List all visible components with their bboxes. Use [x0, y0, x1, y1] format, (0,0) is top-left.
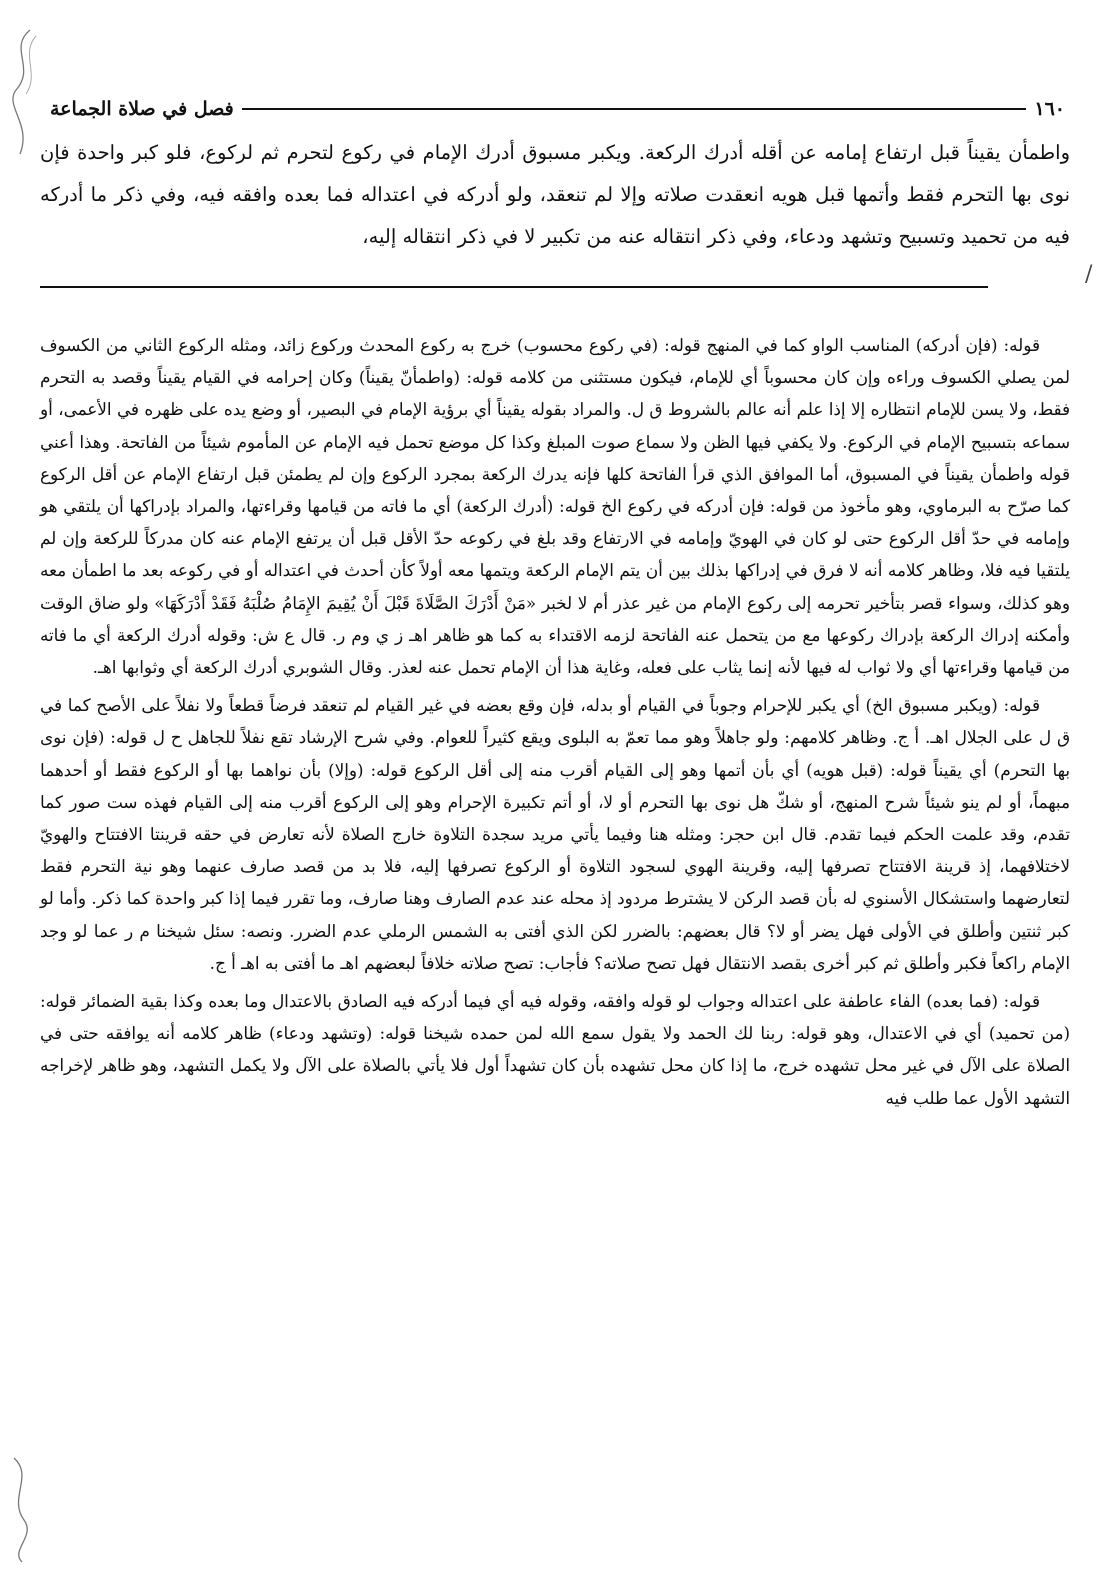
commentary-section — [40, 329, 1070, 1114]
page-binding-curl-bottom — [2, 1454, 42, 1564]
page-header — [50, 92, 1065, 126]
commentary-paragraph: قوله: (فإن أدركه) المناسب الواو كما في المنهج قوله: (في ركوع محسوب) خرج به ركوع المحدث وركوع زائد، ومثله الركوع الثاني من الكسوف لمن يصلي الكسوف وراءه وإن كان محسوباً أي للإمام، فيكون مستثنى من كلامه قوله: (واطمأنّ يقيناً) وكان إحرامه في القيام يقيناً وقصد به التحرم فقط، ولا يسن للإمام انتظاره إلا إذا علم أنه عالم بالشروط ق ل. والمراد بقوله يقيناً أي برؤية الإمام في البصير، أو وضع يده على ظهره في الأعمى، أو سماعه بتسبيح الإمام في الركوع. ولا يكفي فيها الظن ولا سماع صوت المبلغ وكذا كل موضع تحمل فيه الإمام عن المأموم شيئاً من الفاتحة. وهذا أعني قوله واطمأن يقيناً في المسبوق، أما الموافق الذي قرأ الفاتحة كلها فإنه يدرك الركعة بمجرد الركوع وإن لم يطمئن قبل ارتفاع الإمام عن أقل الركوع كما صرّح به البرماوي، وهو مأخوذ من قوله: فإن أدركه في ركوع الخ قوله: (أدرك الركعة) أي ما فاته من قيامها وقراءتها، والمراد بإدراكها أن يلتقي هو وإمامه في حدّ أقل الركوع حتى لو كان في الهويّ وإمامه في الارتفاع وقد بلغ في ركوعه حدّ الأقل قبل أن يرتفع الإمام عنه كان مدركاً للركعة وإن لم يلتقيا فيه فلا، وظاهر كلامه أنه لا فرق في إدراكها بذلك بين أن يتم الإمام الركعة ويتمها معه أولاً كأن أحدث في اعتداله أو في ركوعه بعد ما اطمأن معه وهو كذلك، وسواء قصر بتأخير تحرمه إلى ركوع الإمام من غير عذر أم لا لخبر «مَنْ أَدْرَكَ الصَّلَاةَ قَبْلَ أَنْ يُقِيمَ الإِمَامُ صُلْبَهُ فَقَدْ أَدْرَكَهَا» ولو ضاق الوقت وأمكنه إدراك الركعة بإدراك ركوعها مع من يتحمل عنه الفاتحة لزمه الاقتداء به كما هو ظاهر اهـ ز ي وم ر. قال ع ش: وقوله أدرك الركعة أي ما فاته من قيامها وقراءتها أي ولا ثواب له فيها لأنه إنما يثاب على فعله، وغاية هذا أن الإمام تحمل عنه لعذر. وقال الشوبري أدرك الركعة أي وثوابها اهـ. — [40, 335, 1070, 678]
commentary-paragraph: قوله: (ويكبر مسبوق الخ) أي يكبر للإحرام وجوباً في القيام أو بدله، فإن وقع بعضه في غير القيام لم تنعقد فرضاً قطعاً ولا نفلاً على الأصح كما في ق ل على الجلال اهـ. أ ج. وظاهر كلامهم: ولو جاهلاً وهو مما تعمّ به البلوى ويقع كثيراً للعوام. وفي شرح الإرشاد تقع نفلاً للجاهل ح ل قوله: (فإن نوى بها التحرم) أي يقيناً قوله: (قبل هويه) أي بأن أتمها وهو إلى القيام أقرب منه إلى أقل الركوع قوله: (وإلا) بأن نواهما بها أو الركوع فقط أو أحدهما مبهماً، أو لم ينو شيئاً شرح المنهج، أو شكّ هل نوى بها التحرم أو لا، أو أتم تكبيرة الإحرام وهو إلى الركوع أقرب منه إلى القيام فهذه ست صور كما تقدم، وقد علمت الحكم فيما تقدم. قال ابن حجر: ومثله هنا وفيما يأتي مريد سجدة التلاوة خارج الصلاة لأنه تعارض في حقه قرينتا الافتتاح والهويّ لاختلافهما، إذ قرينة الافتتاح تصرفها إليه، وقرينة الهوي لسجود التلاوة أو الركوع تصرفها إليه، فلا بد من قصد صارف عنهما وهو نية التحرم فقط لتعارضهما واستشكال الأسنوي له بأن قصد الركن لا يشترط مردود إذ محله عند عدم الصارف وهنا صارف، وما تقرر فيما إذا كبر واحدة كما ذكر. وأما لو كبر ثنتين وأطلق في الأولى فهل يضر أو لا؟ قال بعضهم: بالضرر لكن الذي أفتى به الشمس الرملي عدم الضرر. ونصه: سئل شيخنا م ر عما لو وجد الإمام راكعاً فكبر وأطلق ثم كبر أخرى بقصد الانتقال فهل تصح صلاته؟ فأجاب: تصح صلاته خلافاً لبعضهم اهـ ما أفتى به اهـ أ ج. — [40, 695, 1070, 973]
main-text — [40, 132, 1070, 258]
chapter-title: فصل في صلاة الجماعة — [50, 98, 234, 120]
margin-pencil-mark: / — [1085, 262, 1093, 287]
page-number: ١٦٠ — [1034, 98, 1065, 120]
header-rule — [242, 108, 1027, 110]
page-binding-curl-top — [2, 28, 42, 158]
main-text-paragraph: واطمأن يقيناً قبل ارتفاع إمامه عن أقله أدرك الركعة. ويكبر مسبوق أدرك الإمام في ركوع لتحرم ثم لركوع، فلو كبر واحدة فإن نوى بها التحرم فقط وأتمها قبل هويه انعقدت صلاته وإلا لم تنعقد، ولو أدركه في اعتداله فما بعده وافقه فيه، وفي ذكر ما أدركه فيه من تحميد وتسبيح وتشهد ودعاء، وفي ذكر انتقاله عنه من تكبير لا في ذكر انتقاله إليه، — [40, 141, 1070, 248]
commentary-paragraph: قوله: (فما بعده) الفاء عاطفة على اعتداله وجواب لو قوله وافقه، وقوله فيه أي فيما أدركه فيه الصادق بالاعتدال وما بعده وكذا بقية الضمائر قوله: (من تحميد) أي في الاعتدال، وهو قوله: ربنا لك الحمد ولا يقول سمع الله لمن حمده شيخنا قوله: (وتشهد ودعاء) ظاهر كلامه أنه يوافقه حتى في الصلاة على الآل في غير محل تشهده خرج، ما إذا كان محل تشهده بأن كان تشهداً أول فلا يأتي بالصلاة على الآل ولا يكمل التشهد، وهو ظاهر لإخراجه التشهد الأول عما طلب فيه — [40, 991, 1070, 1108]
text-separator-rule — [40, 286, 988, 288]
